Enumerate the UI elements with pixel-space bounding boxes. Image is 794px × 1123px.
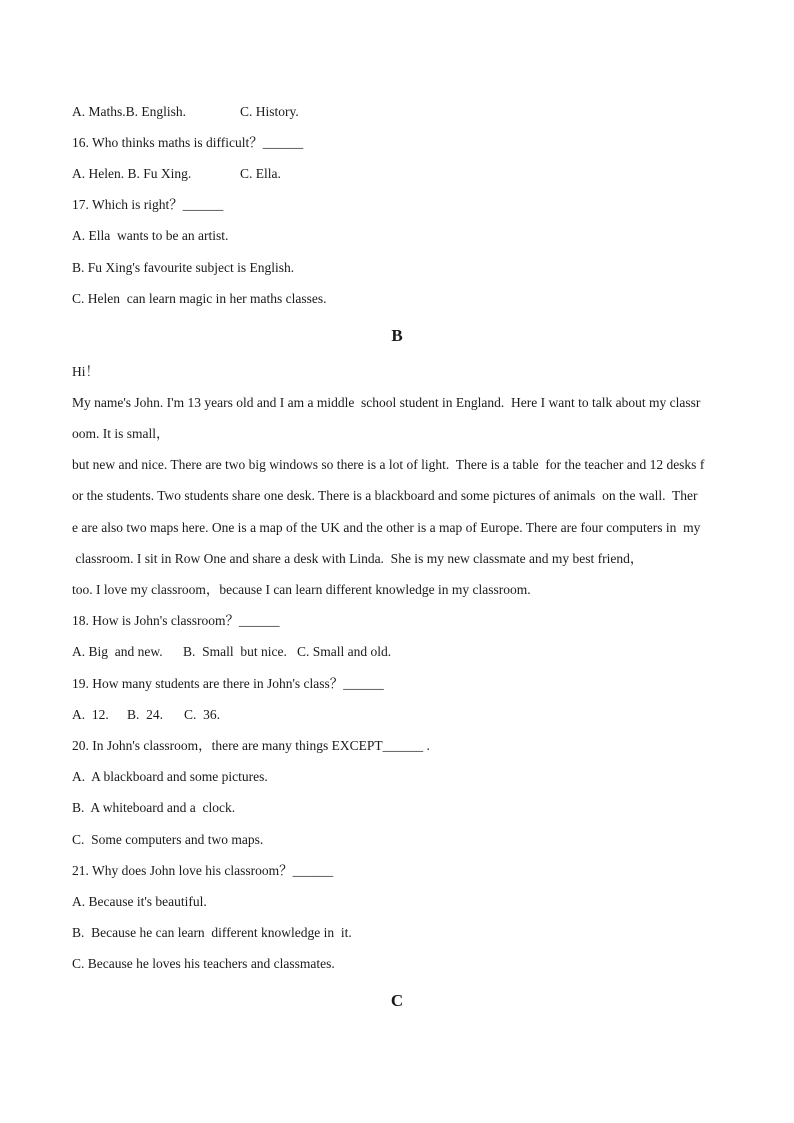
q21-option-b: B. Because he can learn different knowledge in it.	[72, 925, 352, 940]
passage-line: My name's John. I'm 13 years old and I am a middle school student in England. Here I want to talk about my classr	[72, 395, 701, 410]
q17-option-a: A. Ella wants to be an artist.	[72, 228, 229, 243]
q20-option-b: B. A whiteboard and a clock.	[72, 800, 236, 815]
q15-options-ab: A. Maths.B. English.	[72, 104, 187, 119]
passage-line: classroom. I sit in Row One and share a desk with Linda. She is my new classmate and my best friend，	[72, 551, 644, 566]
q21-option-c: C. Because he loves his teachers and classmates.	[72, 956, 335, 971]
passage-line: oom. It is small，	[72, 426, 170, 441]
q17-option-c: C. Helen can learn magic in her maths classes.	[72, 291, 327, 306]
q15-option-c: C. History.	[240, 104, 299, 119]
q18-option-b: B. Small but nice.	[183, 644, 287, 659]
q19-question: 19. How many students are there in John's class？______	[72, 676, 384, 691]
passage-line: e are also two maps here. One is a map of the UK and the other is a map of Europe. There are four computers in my	[72, 520, 701, 535]
q18-option-c: C. Small and old.	[297, 644, 392, 659]
q17-option-b: B. Fu Xing's favourite subject is English.	[72, 260, 295, 275]
section-b-heading: B	[391, 326, 403, 345]
passage-greeting: Hi！	[72, 364, 99, 379]
q20-question: 20. In John's classroom，there are many things EXCEPT______ .	[72, 738, 430, 753]
q18-option-a: A. Big and new.	[72, 644, 163, 659]
passage-line: but new and nice. There are two big windows so there is a lot of light. There is a table for the teacher and 12 desks f	[72, 457, 705, 472]
q19-option-a: A. 12.	[72, 707, 109, 722]
q20-option-a: A. A blackboard and some pictures.	[72, 769, 268, 784]
q16-option-c: C. Ella.	[240, 166, 281, 181]
q18-question: 18. How is John's classroom？______	[72, 613, 280, 628]
passage-line: too. I love my classroom，because I can learn different knowledge in my classroom.	[72, 582, 531, 597]
q16-question: 16. Who thinks maths is difficult？______	[72, 135, 304, 150]
q21-question: 21. Why does John love his classroom？______	[72, 863, 334, 878]
q19-option-b: B. 24.	[127, 707, 164, 722]
q17-question: 17. Which is right？______	[72, 197, 224, 212]
q16-options-ab: A. Helen. B. Fu Xing.	[72, 166, 192, 181]
q20-option-c: C. Some computers and two maps.	[72, 832, 264, 847]
q19-option-c: C. 36.	[184, 707, 221, 722]
q21-option-a: A. Because it's beautiful.	[72, 894, 207, 909]
passage-line: or the students. Two students share one desk. There is a blackboard and some pictures of animals on the wall. Ther	[72, 488, 698, 503]
section-c-heading: C	[390, 991, 404, 1010]
